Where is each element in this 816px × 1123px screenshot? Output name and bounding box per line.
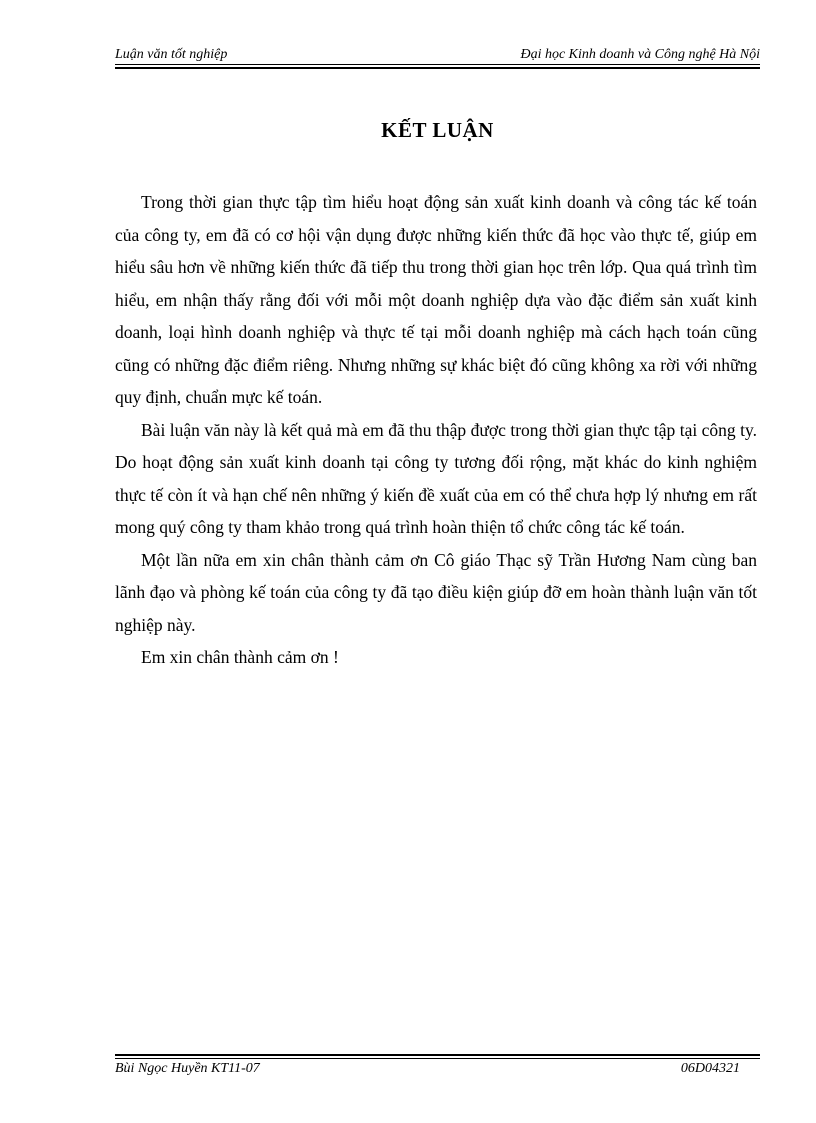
page-title: KẾT LUẬN [381,118,494,142]
document-body [115,186,757,674]
header-university-name: Đại học Kinh doanh và Công nghệ Hà Nội [520,47,760,62]
paragraph-3: Một lần nữa em xin chân thành cảm ơn Cô giáo Thạc sỹ Trần Hương Nam cùng ban lãnh đạo và phòng kế toán của công ty đã tạo điều kiện giúp đỡ em hoàn thành luận văn tốt nghiệp này. [115,549,757,635]
header-thesis-label: Luận văn tốt nghiệp [115,47,228,62]
paragraph-4: Em xin chân thành cảm ơn ! [141,647,339,667]
footer-student-id: 06D04321 [680,1061,740,1076]
footer-divider-thin [115,1058,760,1059]
paragraph-2: Bài luận văn này là kết quả mà em đã thu thập được trong thời gian thực tập tại công ty. Do hoạt động sản xuất kinh doanh tại công ty tương đối rộng, mặt khác do kinh nghiệm thực tế còn ít và hạn chế nên những ý kiến đề xuất của em có thể chưa hợp lý nhưng em rất mong quý công ty tham khảo trong quá trình hoàn thiện tổ chức công tác kế toán. [115,419,757,537]
footer-author: Bùi Ngọc Huyền KT11-07 [115,1061,260,1076]
header-divider-thick [115,67,760,69]
header-divider-thin [115,64,760,65]
paragraph-1: Trong thời gian thực tập tìm hiểu hoạt động sản xuất kinh doanh và công tác kế toán của công ty, em đã có cơ hội vận dụng được những kiến thức đã học vào thực tế, giúp em hiểu sâu hơn về những kiến thức đã tiếp thu trong thời gian học trên lớp. Qua quá trình tìm hiểu, em nhận thấy rằng đối với mỗi một doanh nghiệp dựa vào đặc điểm sản xuất kinh doanh, loại hình doanh nghiệp và thực tế tại mỗi doanh nghiệp mà cách hạch toán cũng cũng có những đặc điểm riêng. Nhưng những sự khác biệt đó cũng không xa rời với những quy định, chuẩn mực kế toán. [115,192,757,407]
page-footer [115,1061,740,1083]
footer-divider-thick [115,1054,760,1056]
